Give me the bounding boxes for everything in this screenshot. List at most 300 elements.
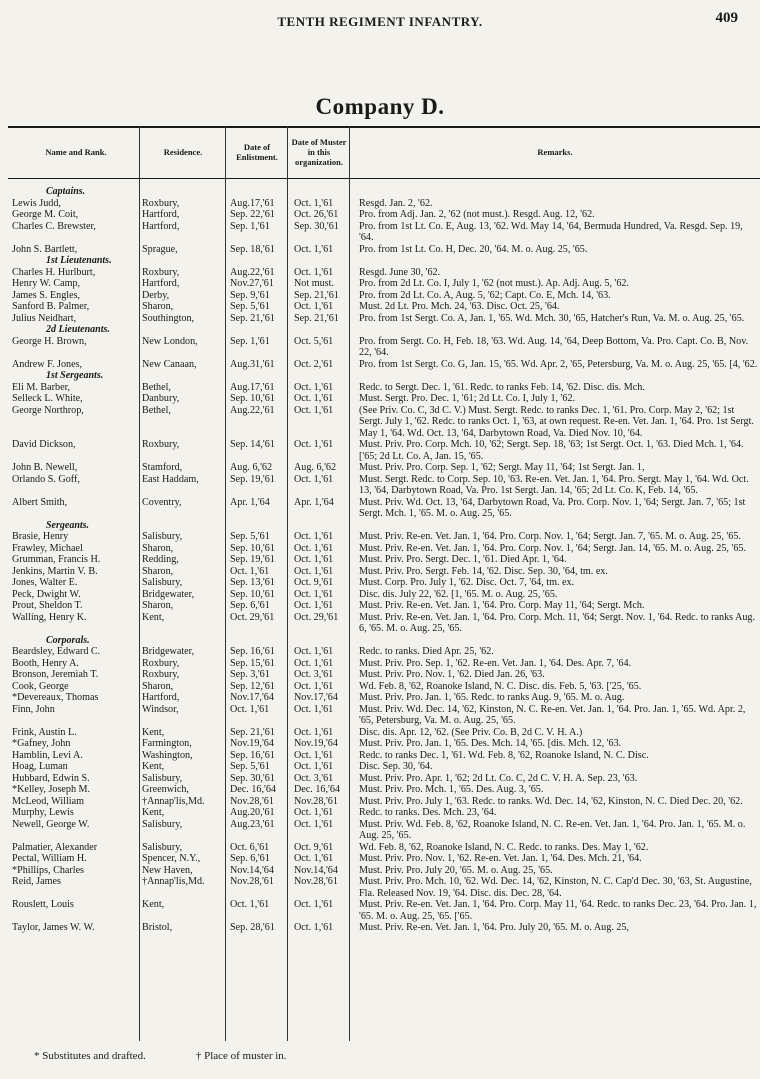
enlistment-date: Sep. 13,'61 bbox=[230, 577, 275, 588]
soldier-name: Charles C. Brewster, bbox=[12, 220, 96, 232]
muster-date: Nov.17,'64 bbox=[294, 692, 338, 703]
enlistment-date: Sep. 6,'61 bbox=[230, 853, 270, 864]
enlistment-date: Sep. 12,'61 bbox=[230, 680, 275, 692]
remarks: Resgd. Jan. 2, '62. bbox=[359, 197, 433, 209]
roster-entry bbox=[12, 198, 760, 210]
muster-date: Nov.19,'64 bbox=[294, 738, 338, 749]
residence: Stamford, bbox=[142, 462, 183, 473]
enlistment-date: Sep. 30,'61 bbox=[230, 772, 275, 784]
remarks: Must. 2d Lt. Pro. Mch. 24, '63. Disc. Oct. 25, '64. bbox=[359, 301, 560, 312]
soldier-name: Albert Smith, bbox=[12, 496, 68, 508]
remarks: Pro. from 2d Lt. Co. A, Aug. 5, '62; Capt. Co. E, Mch. 14, '63. bbox=[359, 289, 611, 301]
soldier-name: Sanford B. Palmer, bbox=[12, 301, 90, 312]
enlistment-date: Sep. 14,'61 bbox=[230, 439, 275, 450]
enlistment-date: Aug.31,'61 bbox=[230, 358, 275, 370]
roster-entry bbox=[12, 554, 760, 566]
soldier-name: Peck, Dwight W. bbox=[12, 588, 81, 600]
residence: Farmington, bbox=[142, 738, 192, 749]
residence: Kent, bbox=[142, 807, 165, 818]
roster-entry bbox=[12, 658, 760, 670]
residence: Salisbury, bbox=[142, 577, 183, 588]
remarks: Must. Sergt. Pro. Dec. 1, '61; 2d Lt. Co. I, July 1, '62. bbox=[359, 393, 576, 404]
column-header-enlistment: Date of Enlistment. bbox=[236, 142, 278, 162]
soldier-name: George Northrop, bbox=[12, 404, 84, 416]
muster-date: Oct. 1,'61 bbox=[294, 703, 334, 715]
remarks: Must. Priv. Pro. July 20, '65. M. o. Aug. 25, '65. bbox=[359, 864, 553, 876]
remarks: Must. Priv. Pro. Corp. Sep. 1, '62; Sergt. May 11, '64; 1st Sergt. Jan. 1, bbox=[359, 462, 645, 473]
muster-date: Nov.28,'61 bbox=[294, 876, 338, 887]
soldier-name: John S. Bartlett, bbox=[12, 243, 78, 255]
roster-entry bbox=[12, 669, 760, 681]
residence: Salisbury, bbox=[142, 772, 183, 784]
roster-entry bbox=[12, 750, 760, 762]
remarks: Pro. from 1st Sergt. Co. G, Jan. 15, '65. Wd. Apr. 2, '65, Petersburg, Va. M. o. Aug. 25, '65. [4, '62. bbox=[359, 358, 758, 370]
soldier-name: Murphy, Lewis bbox=[12, 807, 74, 818]
residence: Bethel, bbox=[142, 404, 171, 416]
remarks: Redc. to ranks. Died Apr. 25, '62. bbox=[359, 646, 494, 657]
residence: New Haven, bbox=[142, 864, 193, 876]
remarks: Must. Priv. Re-en. Vet. Jan. 1, '64. Pro. Corp. Nov. 1, '64; Sergt. Jan. 14, '65. M. o. Aug. 25, '65. bbox=[359, 542, 746, 554]
soldier-name: Prout, Sheldon T. bbox=[12, 600, 83, 611]
soldier-name: Rouslett, Louis bbox=[12, 899, 74, 910]
enlistment-date: Nov.27,'61 bbox=[230, 278, 274, 289]
muster-date: Oct. 1,'61 bbox=[294, 726, 334, 738]
soldier-name: Pectal, William H. bbox=[12, 853, 87, 864]
remarks: Pro. from 1st Lt. Co. H, Dec. 20, '64. M. o. Aug. 25, '65. bbox=[359, 243, 588, 255]
enlistment-date: Sep. 15,'61 bbox=[230, 657, 275, 669]
roster-entry bbox=[12, 393, 760, 405]
enlistment-date: Sep. 22,'61 bbox=[230, 209, 275, 220]
roster-entry bbox=[12, 382, 760, 394]
roster-entry bbox=[12, 290, 760, 302]
muster-date: Oct. 1,'61 bbox=[294, 588, 334, 600]
enlistment-date: Aug.23,'61 bbox=[230, 818, 275, 830]
remarks: Resgd. June 30, '62. bbox=[359, 266, 441, 278]
residence: Bethel, bbox=[142, 381, 171, 393]
soldier-name: Hoag, Luman bbox=[12, 761, 68, 772]
soldier-name: George M. Coit, bbox=[12, 209, 79, 220]
enlistment-date: Sep. 21,'61 bbox=[230, 312, 275, 324]
muster-date: Aug. 6,'62 bbox=[294, 462, 337, 473]
enlistment-date: Nov.17,'64 bbox=[230, 692, 274, 703]
residence: Greenwich, bbox=[142, 784, 189, 795]
remarks: Redc. to ranks Dec. 1, '61. Wd. Feb. 8, '62, Roanoke Island, N. C. Disc. bbox=[359, 749, 649, 761]
soldier-name: Brasie, Henry bbox=[12, 531, 69, 542]
section-heading: 1st Lieutenants. bbox=[46, 255, 112, 266]
roster-entry bbox=[12, 727, 760, 739]
roster-entry bbox=[12, 761, 760, 773]
enlistment-date: Dec. 16,'64 bbox=[230, 784, 276, 795]
soldier-name: *Gafney, John bbox=[12, 738, 71, 749]
roster-entry bbox=[12, 278, 760, 290]
muster-date: Oct. 2,'61 bbox=[294, 358, 334, 370]
muster-date: Oct. 1,'61 bbox=[294, 393, 334, 404]
section-heading: Sergeants. bbox=[46, 519, 90, 531]
enlistment-date: Sep. 3,'61 bbox=[230, 669, 270, 680]
enlistment-date: Nov.19,'64 bbox=[230, 738, 274, 749]
soldier-name: Reid, James bbox=[12, 876, 61, 887]
remarks: Redc. to Sergt. Dec. 1, '61. Redc. to ranks Feb. 14, '62. Disc. dis. Mch. bbox=[359, 381, 645, 393]
enlistment-date: Sep. 10,'61 bbox=[230, 588, 275, 600]
roster-entry bbox=[12, 474, 760, 497]
roster-entry bbox=[12, 600, 760, 612]
muster-date: Oct. 1,'61 bbox=[294, 531, 334, 542]
soldier-name: Hubbard, Edwin S. bbox=[12, 772, 90, 784]
enlistment-date: Sep. 5,'61 bbox=[230, 761, 270, 772]
soldier-name: Selleck L. White, bbox=[12, 393, 83, 404]
enlistment-date: Sep. 28,'61 bbox=[230, 922, 275, 933]
residence: Coventry, bbox=[142, 496, 182, 508]
soldier-name: James S. Engles, bbox=[12, 289, 81, 301]
muster-date: Oct. 1,'61 bbox=[294, 922, 334, 933]
residence: Roxbury, bbox=[142, 669, 180, 680]
remarks: Must. Priv. Pro. Nov. 1, '62. Re-en. Vet. Jan. 1, '64. Des. Mch. 21, '64. bbox=[359, 853, 642, 864]
remarks: Pro. from Adj. Jan. 2, '62 (not must.). Resgd. Aug. 12, '62. bbox=[359, 209, 595, 220]
enlistment-date: Sep. 10,'61 bbox=[230, 542, 275, 554]
roster-entry bbox=[12, 842, 760, 854]
soldier-name: Orlando S. Goff, bbox=[12, 473, 80, 485]
remarks: Must. Priv. Pro. July 1, '63. Redc. to ranks. Wd. Dec. 14, '62, Kinston, N. C. Died Dec. 20, '62. bbox=[359, 795, 743, 807]
enlistment-date: Sep. 19,'61 bbox=[230, 554, 275, 565]
enlistment-date: Sep. 21,'61 bbox=[230, 726, 275, 738]
muster-date: Dec. 16,'64 bbox=[294, 784, 340, 795]
remarks: (See Priv. Co. C, 3d C. V.) Must. Sergt. Redc. to ranks Dec. 1, '61. Pro. Corp. May 2, '62; 1st Sergt. July 1, '62. Redc. to ranks Oct. 1, '63, at own request. Re-en. Vet. Jan. 1, '64. Pro. 1st Sergt. May 1, '64. Wd. Oct. 13, '64, Darbytown Road, Va. Died Nov. 10, '64. bbox=[359, 404, 754, 439]
roster-entry bbox=[12, 221, 760, 244]
residence: Roxbury, bbox=[142, 657, 180, 669]
roster-entry bbox=[12, 577, 760, 589]
roster-table bbox=[12, 186, 760, 934]
enlistment-date: Sep. 18,'61 bbox=[230, 243, 275, 255]
roster-entry bbox=[12, 543, 760, 555]
roster-entry bbox=[12, 738, 760, 750]
muster-date: Nov.14,'64 bbox=[294, 864, 338, 876]
enlistment-date: Oct. 29,'61 bbox=[230, 611, 275, 623]
remarks: Must. Priv. Pro. Jan. 1, '65. Des. Mch. 14, '65. [dis. Mch. 12, '63. bbox=[359, 738, 622, 749]
soldier-name: Julius Neidhart, bbox=[12, 312, 77, 324]
remarks: Must. Priv. Wd. Dec. 14, '62, Kinston, N. C. Re-en. Vet. Jan. 1, '64. Pro. Jan. 1, '65. Wd. Apr. 2, '65, Petersburg, Va. M. o. Aug. 25, '65. bbox=[359, 703, 746, 726]
column-header-residence: Residence. bbox=[163, 147, 203, 158]
residence: Kent, bbox=[142, 761, 165, 772]
residence: Sharon, bbox=[142, 565, 174, 577]
remarks: Must. Priv. Re-en. Vet. Jan. 1, '64. Pro. Corp. Mch. 11, '64; Sergt. Nov. 1, '64. Redc. to ranks Aug. 6, '65. M. o. Aug. 25, '65. bbox=[359, 611, 756, 634]
roster-entry bbox=[12, 313, 760, 325]
muster-date: Oct. 1,'61 bbox=[294, 680, 334, 692]
roster-entry bbox=[12, 853, 760, 865]
enlistment-date: Aug.22,'61 bbox=[230, 404, 275, 416]
soldier-name: Henry W. Camp, bbox=[12, 278, 81, 289]
enlistment-date: Oct. 1,'61 bbox=[230, 565, 270, 577]
muster-date: Oct. 3,'61 bbox=[294, 669, 334, 680]
roster-entry bbox=[12, 876, 760, 899]
muster-date: Oct. 5,'61 bbox=[294, 335, 334, 347]
soldier-name: Taylor, James W. W. bbox=[12, 922, 95, 933]
residence: Hartford, bbox=[142, 209, 180, 220]
muster-date: Sep. 30,'61 bbox=[294, 220, 339, 232]
enlistment-date: Oct. 1,'61 bbox=[230, 899, 270, 910]
roster-entry bbox=[12, 922, 760, 934]
remarks: Wd. Feb. 8, '62, Roanoke Island, N. C. Redc. to ranks. Des. May 1, '62. bbox=[359, 841, 649, 853]
soldier-name: Walling, Henry K. bbox=[12, 611, 87, 623]
roster-entry bbox=[12, 589, 760, 601]
muster-date: Oct. 1,'61 bbox=[294, 439, 334, 450]
residence: Kent, bbox=[142, 726, 165, 738]
residence: Salisbury, bbox=[142, 818, 183, 830]
roster-entry bbox=[12, 784, 760, 796]
soldier-name: Finn, John bbox=[12, 703, 55, 715]
residence: Bridgewater, bbox=[142, 588, 195, 600]
residence: Bristol, bbox=[142, 922, 173, 933]
residence: Bridgewater, bbox=[142, 646, 195, 657]
footnote-substitutes: * Substitutes and drafted. bbox=[34, 1050, 146, 1062]
enlistment-date: Sep. 5,'61 bbox=[230, 531, 270, 542]
residence: Spencer, N.Y., bbox=[142, 853, 201, 864]
muster-date: Oct. 1,'61 bbox=[294, 807, 334, 818]
roster-entry bbox=[12, 497, 760, 520]
enlistment-date: Sep. 1,'61 bbox=[230, 220, 270, 232]
residence: Kent, bbox=[142, 611, 165, 623]
residence: Hartford, bbox=[142, 220, 180, 232]
residence: †Annap'lis,Md. bbox=[142, 795, 205, 807]
muster-date: Oct. 1,'61 bbox=[294, 301, 334, 312]
soldier-name: Hamblin, Levi A. bbox=[12, 749, 83, 761]
soldier-name: Lewis Judd, bbox=[12, 197, 61, 209]
muster-date: Not must. bbox=[294, 278, 334, 289]
residence: Hartford, bbox=[142, 692, 180, 703]
residence: Sharon, bbox=[142, 680, 174, 692]
remarks: Must. Priv. Re-en. Vet. Jan. 1, '64. Pro. Corp. May 11, '64; Sergt. Mch. bbox=[359, 600, 645, 611]
roster-entry bbox=[12, 209, 760, 221]
residence: Sharon, bbox=[142, 301, 174, 312]
header-rule-bottom bbox=[8, 178, 760, 179]
muster-date: Oct. 1,'61 bbox=[294, 266, 334, 278]
residence: Derby, bbox=[142, 289, 170, 301]
column-header-muster: Date of Muster in this organization. bbox=[291, 137, 347, 167]
residence: Danbury, bbox=[142, 393, 180, 404]
section-heading: 2d Lieutenants. bbox=[46, 324, 110, 335]
muster-date: Sep. 21,'61 bbox=[294, 289, 339, 301]
roster-entry bbox=[12, 566, 760, 578]
remarks: Disc. Sep. 30, '64. bbox=[359, 761, 433, 772]
roster-entry bbox=[12, 692, 760, 704]
page-number: 409 bbox=[715, 10, 738, 26]
enlistment-date: Nov.28,'61 bbox=[230, 795, 274, 807]
company-title: Company D. bbox=[315, 94, 445, 119]
remarks: Must. Priv. Re-en. Vet. Jan. 1, '64. Pro. Corp. May 11, '64. Redc. to ranks Dec. 23, '64. Pro. Jan. 1, '65. M. o. Aug. 25, '65. ['65. bbox=[359, 899, 757, 922]
roster-entry bbox=[12, 865, 760, 877]
residence: Sprague, bbox=[142, 243, 178, 255]
muster-date: Oct. 1,'61 bbox=[294, 554, 334, 565]
muster-date: Oct. 1,'61 bbox=[294, 657, 334, 669]
enlistment-date: Apr. 1,'64 bbox=[230, 496, 270, 508]
muster-date: Oct. 29,'61 bbox=[294, 611, 339, 623]
roster-entry bbox=[12, 704, 760, 727]
soldier-name: McLeod, William bbox=[12, 795, 84, 807]
muster-date: Oct. 1,'61 bbox=[294, 600, 334, 611]
roster-entry bbox=[12, 796, 760, 808]
remarks: Must. Priv. Pro. Jan. 1, '65. Redc. to ranks Aug. 9, '65. M. o. Aug. bbox=[359, 692, 625, 703]
enlistment-date: Aug.22,'61 bbox=[230, 266, 275, 278]
remarks: Must. Priv. Wd. Feb. 8, '62, Roanoke Island, N. C. Re-en. Vet. Jan. 1, '64. Pro. Jan. 1, '65. M. o. Aug. 25, '65. bbox=[359, 818, 746, 841]
remarks: Disc. dis. Apr. 12, '62. (See Priv. Co. B, 2d C. V. H. A.) bbox=[359, 726, 583, 738]
roster-entry bbox=[12, 359, 760, 371]
soldier-name: Jones, Walter E. bbox=[12, 577, 78, 588]
muster-date: Sep. 21,'61 bbox=[294, 312, 339, 324]
residence: Kent, bbox=[142, 899, 165, 910]
soldier-name: *Phillips, Charles bbox=[12, 864, 85, 876]
soldier-name: Jenkins, Martin V. B. bbox=[12, 565, 98, 577]
section-heading: Captains. bbox=[46, 186, 86, 197]
remarks: Must. Sergt. Redc. to Corp. Sep. 10, '63. Re-en. Vet. Jan. 1, '64. Pro. Sergt. May 1, '64. Wd. Oct. 13, '64, Darbytown Road, Va. Pro. 1st Sergt. Jan. 14, '65; 2d Lt. Co. K, Feb. 14, '65. bbox=[359, 473, 749, 496]
remarks: Must. Priv. Pro. Mch. 10, '62. Wd. Dec. 14, '62, Kinston, N. C. Cap'd Dec. 30, '63, St. Augustine, Fla. Released Nov. 19, '64. Disc. dis. Dec. 28, '64. bbox=[359, 876, 752, 899]
soldier-name: Cook, George bbox=[12, 680, 69, 692]
soldier-name: Eli M. Barber, bbox=[12, 381, 71, 393]
muster-date: Oct. 1,'61 bbox=[294, 381, 334, 393]
muster-date: Oct. 1,'61 bbox=[294, 818, 334, 830]
soldier-name: Newell, George W. bbox=[12, 818, 90, 830]
muster-date: Nov.28,'61 bbox=[294, 795, 338, 807]
remarks: Pro. from 2d Lt. Co. I, July 1, '62 (not must.). Ap. Adj. Aug. 5, '62. bbox=[359, 278, 629, 289]
muster-date: Oct. 1,'61 bbox=[294, 243, 334, 255]
roster-entry bbox=[12, 439, 760, 462]
enlistment-date: Oct. 1,'61 bbox=[230, 703, 270, 715]
enlistment-date: Sep. 6,'61 bbox=[230, 600, 270, 611]
soldier-name: Frawley, Michael bbox=[12, 542, 83, 554]
soldier-name: Booth, Henry A. bbox=[12, 657, 79, 669]
muster-date: Oct. 1,'61 bbox=[294, 404, 334, 416]
enlistment-date: Oct. 6,'61 bbox=[230, 841, 270, 853]
soldier-name: John B. Newell, bbox=[12, 462, 78, 473]
roster-entry bbox=[12, 899, 760, 922]
soldier-name: *Devereaux, Thomas bbox=[12, 692, 99, 703]
column-header-name: Name and Rank. bbox=[45, 147, 107, 158]
muster-date: Oct. 1,'61 bbox=[294, 761, 334, 772]
roster-entry bbox=[12, 462, 760, 474]
remarks: Must. Priv. Pro. Mch. 1, '65. Des. Aug. 3, '65. bbox=[359, 784, 544, 795]
running-head: TENTH REGIMENT INFANTRY. bbox=[277, 14, 483, 29]
enlistment-date: Aug.20,'61 bbox=[230, 807, 275, 818]
residence: Washington, bbox=[142, 749, 193, 761]
residence: Redding, bbox=[142, 554, 179, 565]
enlistment-date: Aug.17,'61 bbox=[230, 381, 275, 393]
muster-date: Oct. 1,'61 bbox=[294, 853, 334, 864]
roster-entry bbox=[12, 405, 760, 440]
residence: New London, bbox=[142, 335, 198, 347]
roster-entry bbox=[12, 681, 760, 693]
roster-entry bbox=[12, 244, 760, 256]
roster-entry bbox=[12, 773, 760, 785]
residence: Salisbury, bbox=[142, 531, 183, 542]
enlistment-date: Sep. 10,'61 bbox=[230, 393, 275, 404]
residence: Sharon, bbox=[142, 542, 174, 554]
enlistment-date: Nov.14,'64 bbox=[230, 864, 274, 876]
muster-date: Oct. 9,'61 bbox=[294, 577, 334, 588]
remarks: Must. Priv. Re-en. Vet. Jan. 1, '64. Pro. Corp. Nov. 1, '64; Sergt. Jan. 7, '65. M. o. Aug. 25, '65. bbox=[359, 531, 741, 542]
remarks: Must. Priv. Pro. Sep. 1, '62. Re-en. Vet. Jan. 1, '64. Des. Apr. 7, '64. bbox=[359, 657, 632, 669]
residence: Roxbury, bbox=[142, 197, 180, 209]
footnote-muster-place: † Place of muster in. bbox=[195, 1050, 287, 1062]
muster-date: Oct. 1,'61 bbox=[294, 542, 334, 554]
enlistment-date: Aug.17,'61 bbox=[230, 197, 275, 209]
roster-entry bbox=[12, 336, 760, 359]
soldier-name: Palmatier, Alexander bbox=[12, 841, 98, 853]
section-heading: 1st Sergeants. bbox=[46, 370, 104, 381]
remarks: Must. Priv. Re-en. Vet. Jan. 1, '64. Pro. July 20, '65. M. o. Aug. 25, bbox=[359, 922, 629, 933]
remarks: Must. Priv. Pro. Corp. Mch. 10, '62; Sergt. Sep. 18, '63; 1st Sergt. Oct. 1, '63. Died Mch. 1, '64. ['65; 2d Lt. Co. A, Jan. 15, '65. bbox=[359, 439, 744, 462]
header-rule-top bbox=[8, 126, 760, 128]
enlistment-date: Sep. 16,'61 bbox=[230, 749, 275, 761]
soldier-name: Andrew F. Jones, bbox=[12, 358, 83, 370]
remarks: Disc. dis. July 22, '62. [1, '65. M. o. Aug. 25, '65. bbox=[359, 588, 558, 600]
residence: Roxbury, bbox=[142, 266, 180, 278]
soldier-name: Charles H. Hurlburt, bbox=[12, 266, 96, 278]
enlistment-date: Sep. 9,'61 bbox=[230, 289, 270, 301]
remarks: Must. Priv. Pro. Sergt. Feb. 14, '62. Disc. Sep. 30, '64, tm. ex. bbox=[359, 565, 608, 577]
residence: Sharon, bbox=[142, 600, 174, 611]
roster-entry bbox=[12, 612, 760, 635]
muster-date: Oct. 1,'61 bbox=[294, 646, 334, 657]
enlistment-date: Sep. 1,'61 bbox=[230, 335, 270, 347]
remarks: Pro. from Sergt. Co. H, Feb. 18, '63. Wd. Aug. 14, '64, Deep Bottom, Va. Pro. Capt. Co. B, Nov. 22, '64. bbox=[359, 335, 749, 358]
muster-date: Apr. 1,'64 bbox=[294, 496, 334, 508]
enlistment-date: Nov.28,'61 bbox=[230, 876, 274, 887]
footnotes bbox=[34, 1050, 734, 1062]
muster-date: Oct. 1,'61 bbox=[294, 899, 334, 910]
residence: New Canaan, bbox=[142, 358, 197, 370]
soldier-name: *Kelley, Joseph M. bbox=[12, 784, 91, 795]
muster-date: Oct. 3,'61 bbox=[294, 772, 334, 784]
soldier-name: Bronson, Jeremiah T. bbox=[12, 669, 99, 680]
residence: Roxbury, bbox=[142, 439, 180, 450]
roster-entry bbox=[12, 819, 760, 842]
roster-entry bbox=[12, 301, 760, 313]
section-heading: Corporals. bbox=[46, 634, 90, 646]
remarks: Must. Corp. Pro. July 1, '62. Disc. Oct. 7, '64, tm. ex. bbox=[359, 577, 575, 588]
soldier-name: Beardsley, Edward C. bbox=[12, 646, 101, 657]
residence: East Haddam, bbox=[142, 473, 199, 485]
soldier-name: George H. Brown, bbox=[12, 335, 87, 347]
roster-entry bbox=[12, 646, 760, 658]
residence: Windsor, bbox=[142, 703, 179, 715]
remarks: Must. Priv. Pro. Apr. 1, '62; 2d Lt. Co. C, 2d C. V. H. A. Sep. 23, '63. bbox=[359, 772, 638, 784]
residence: Southington, bbox=[142, 312, 195, 324]
column-header-remarks: Remarks. bbox=[537, 147, 573, 158]
residence: Salisbury, bbox=[142, 841, 183, 853]
muster-date: Oct. 1,'61 bbox=[294, 565, 334, 577]
muster-date: Oct. 26,'61 bbox=[294, 209, 339, 220]
soldier-name: Frink, Austin L. bbox=[12, 726, 77, 738]
roster-entry bbox=[12, 267, 760, 279]
remarks: Redc. to ranks. Des. Mch. 23, '64. bbox=[359, 807, 497, 818]
remarks: Must. Priv. Pro. Sergt. Dec. 1, '61. Died Apr. 1, '64. bbox=[359, 554, 567, 565]
roster-entry bbox=[12, 531, 760, 543]
remarks: Pro. from 1st Lt. Co. E, Aug. 13, '62. Wd. May 14, '64, Bermuda Hundred, Va. Resgd. Sep. 19, '64. bbox=[359, 220, 743, 243]
enlistment-date: Sep. 5,'61 bbox=[230, 301, 270, 312]
muster-date: Oct. 9,'61 bbox=[294, 841, 334, 853]
roster-entry bbox=[12, 807, 760, 819]
remarks: Must. Priv. Pro. Nov. 1, '62. Died Jan. 26, '63. bbox=[359, 669, 545, 680]
muster-date: Oct. 1,'61 bbox=[294, 473, 334, 485]
enlistment-date: Aug. 6,'62 bbox=[230, 462, 273, 473]
enlistment-date: Sep. 16,'61 bbox=[230, 646, 275, 657]
muster-date: Oct. 1,'61 bbox=[294, 197, 334, 209]
soldier-name: David Dickson, bbox=[12, 439, 76, 450]
remarks: Must. Priv. Wd. Oct. 13, '64, Darbytown Road, Va. Pro. Corp. Nov. 1, '64; Sergt. Jan. 7, '65; 1st Sergt. Mch. 1, '65. M. o. Aug. 25, '65. bbox=[359, 496, 746, 519]
enlistment-date: Sep. 19,'61 bbox=[230, 473, 275, 485]
soldier-name: Grumman, Francis H. bbox=[12, 554, 101, 565]
remarks: Wd. Feb. 8, '62, Roanoke Island, N. C. Disc. dis. Feb. 5, '63. ['25, '65. bbox=[359, 680, 642, 692]
muster-date: Oct. 1,'61 bbox=[294, 749, 334, 761]
residence: †Annap'lis,Md. bbox=[142, 876, 205, 887]
